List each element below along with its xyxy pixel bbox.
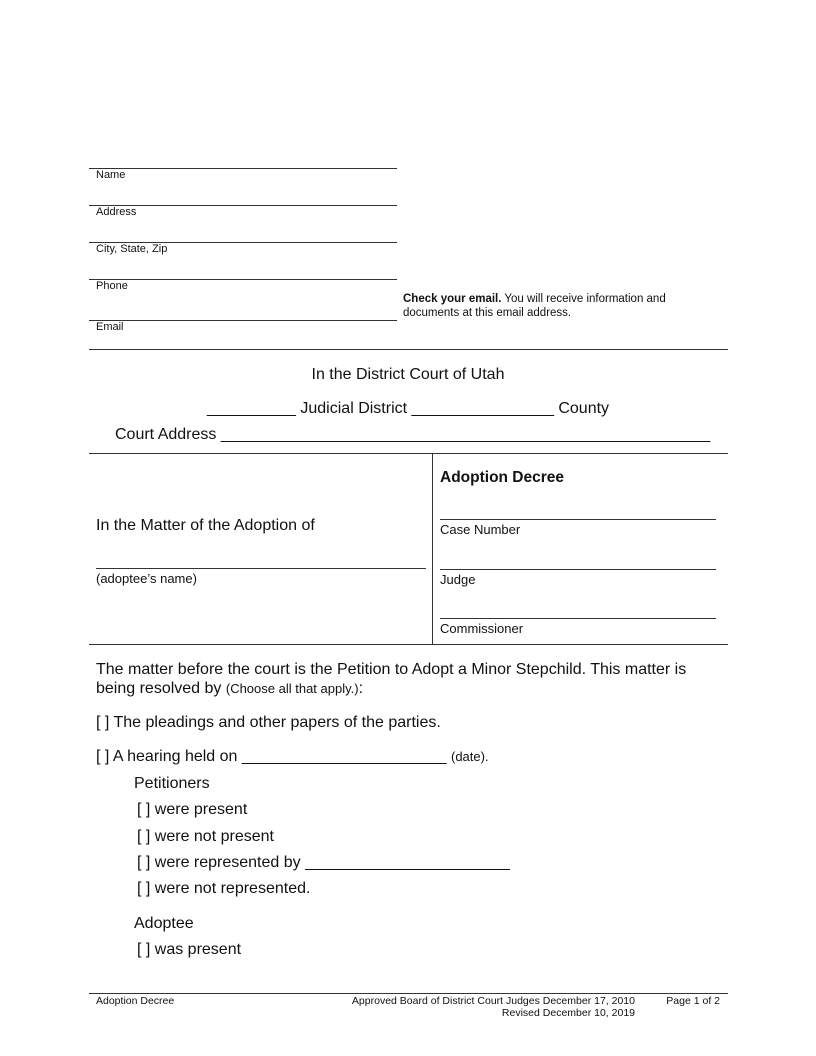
- intro-line-2: [96, 680, 363, 698]
- option-hearing: [96, 748, 489, 766]
- adoptee-name-label: (adoptee’s name): [96, 571, 197, 586]
- intro-line-2-small: (Choose all that apply.): [225, 681, 359, 696]
- option-hearing-main: [ ] A hearing held on _______________________: [96, 748, 451, 765]
- footer-line: [89, 993, 728, 994]
- footer-approved: Approved Board of District Court Judges December 17, 2010: [351, 995, 635, 1007]
- petitioners-were-present: [ ] were present: [137, 801, 248, 818]
- court-address-label: Court Address: [115, 426, 217, 443]
- judge-line: [440, 569, 716, 570]
- email-note: [403, 292, 666, 320]
- case-number-label: Case Number: [440, 522, 521, 537]
- option-pleadings: [ ] The pleadings and other papers of the parties.: [96, 714, 441, 731]
- document-title: Adoption Decree: [440, 469, 565, 486]
- footer-revised: Revised December 10, 2019: [501, 1007, 635, 1019]
- email-note-bold: Check your email.: [403, 293, 502, 305]
- court-address-blank: _______________________________________________________: [220, 426, 711, 443]
- phone-line: [89, 279, 397, 280]
- adoptee-name-line: [96, 568, 426, 569]
- court-title: In the District Court of Utah: [311, 366, 505, 383]
- footer-doc-name: Adoption Decree: [96, 995, 175, 1007]
- caption-top-line: [89, 453, 728, 454]
- email-note-line2: documents at this email address.: [403, 307, 572, 319]
- address-label: Address: [96, 206, 137, 218]
- intro-line-2-colon: :: [358, 680, 364, 697]
- option-hearing-small: (date).: [451, 749, 489, 764]
- footer-page-number: Page 1 of 2: [666, 995, 720, 1007]
- judge-label: Judge: [440, 572, 476, 587]
- email-line: [89, 320, 397, 321]
- caption-divider: [432, 453, 433, 644]
- commissioner-label: Commissioner: [440, 621, 524, 636]
- name-label: Name: [96, 169, 126, 181]
- adoptee-heading: Adoptee: [134, 915, 194, 932]
- name-line: [89, 168, 397, 169]
- intro-line-2-main: being resolved by: [96, 680, 226, 697]
- header-divider: [89, 349, 728, 350]
- petitioners-were-represented: [ ] were represented by _______________________: [137, 854, 510, 871]
- caption-bottom-line: [89, 644, 728, 645]
- email-label: Email: [96, 321, 124, 333]
- court-address: [115, 426, 710, 444]
- petitioners-were-not-present: [ ] were not present: [137, 828, 274, 845]
- case-number-line: [440, 519, 716, 520]
- petitioners-heading: Petitioners: [134, 775, 210, 792]
- intro-line-1: The matter before the court is the Petition to Adopt a Minor Stepchild. This matter is: [96, 661, 687, 678]
- phone-label: Phone: [96, 280, 128, 292]
- district-county-line: __________ Judicial District ________________ County: [206, 400, 610, 417]
- email-note-rest: You will receive information and: [501, 293, 666, 305]
- matter-text: In the Matter of the Adoption of: [96, 517, 315, 534]
- adoptee-was-present: [ ] was present: [137, 941, 242, 958]
- city-state-zip-label: City, State, Zip: [96, 243, 168, 255]
- commissioner-line: [440, 618, 716, 619]
- petitioners-were-not-represented: [ ] were not represented.: [137, 880, 311, 897]
